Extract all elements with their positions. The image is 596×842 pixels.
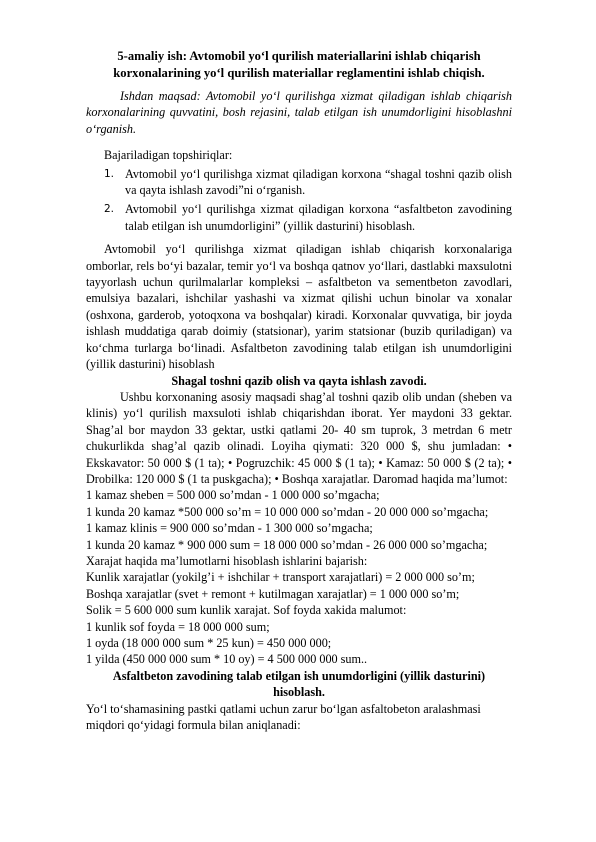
calc-line: 1 yilda (450 000 000 sum * 10 oy) = 4 500 000 000 sum.. bbox=[86, 652, 368, 667]
calc-lines bbox=[86, 487, 512, 667]
calc-line: 1 kunlik sof foyda = 18 000 000 sum; bbox=[86, 619, 270, 634]
calc-line: Xarajat haqida ma’lumotlarni hisoblash ishlarini bajarish: bbox=[86, 553, 368, 568]
task-number: 1. bbox=[104, 167, 115, 180]
aim-paragraph: Ishdan maqsad: Avtomobil yo‘l qurilishga xizmat qiladigan ishlab chiqarish korxonalarining quvvatini, bosh rejasini, talab etilgan ish unumdorligini hisoblashni o‘rganish. bbox=[86, 89, 512, 136]
calc-line: 1 kamaz klinis = 900 000 so’mdan - 1 300 000 so’mgacha; bbox=[86, 521, 373, 536]
calc-line: Boshqa xarajatlar (svet + remont + kutilmagan xarajatlar) = 1 000 000 so’m; bbox=[86, 586, 460, 601]
task-item bbox=[86, 201, 512, 234]
intro-paragraph: Avtomobil yo‘l qurilishga xizmat qiladigan ishlab chiqarish korxonalariga omborlar, rels bo‘yi bazalar, temir yo‘l va boshqa qatnov yo‘llari, dastlabki maxsulotni tayyorlash uchun qurilmalarlar kompleksi – asfaltbeton va sementbeton zavodlari, emulsiya bazalari, ishchilar yashashi va xizmat qilishi uchun binolar va xonalar (oshxona, garderob, yotoqxona va boshqalar) kiradi. Korxonalar quvvatiga, bir joyda ishlash muddatiga qarab doimiy (statsionar), yarim statsionar (buzib quriladigan) va ko‘chma turlarga bo‘linadi. Asfaltbeton zavodining talab etilgan ish unumdorligini (yillik dasturini) hisoblash bbox=[86, 242, 512, 372]
calc-line: 1 kunda 20 kamaz * 900 000 sum = 18 000 000 so’mdan - 26 000 000 so’mgacha; bbox=[86, 537, 488, 552]
calc-line: 1 oyda (18 000 000 sum * 25 kun) = 450 000 000; bbox=[86, 636, 332, 650]
task-item bbox=[86, 166, 512, 199]
title-line-2: korxonalarining yo‘l qurilish materiallar reglamentini ishlab chiqish. bbox=[113, 66, 485, 80]
document-page bbox=[86, 48, 512, 733]
calc-line: Kunlik xarajatlar (yokilg’i + ishchilar + transport xarajatlari) = 2 000 000 so’m; bbox=[86, 570, 475, 585]
task-text: Avtomobil yo‘l qurilishga xizmat qiladigan korxona “shagal toshni qazib olish va qayta ishlash zavodi”ni o‘rganish. bbox=[125, 166, 512, 198]
calc-line: 1 kamaz sheben = 500 000 so’mdan - 1 000 000 so’mgacha; bbox=[86, 488, 380, 503]
calc-line: Solik = 5 600 000 sum kunlik xarajat. Sof foyda xakida malumot: bbox=[86, 603, 407, 618]
task-text: Avtomobil yo‘l qurilishga xizmat qiladigan korxona “asfaltbeton zavodining talab etilgan ish unumdorligini” (yillik dasturini) hisoblash. bbox=[125, 202, 512, 233]
tasks-heading: Bajariladigan topshiriqlar: bbox=[104, 148, 233, 163]
section-paragraph-gravel: Ushbu korxonaning asosiy maqsadi shag’al toshni qazib olib undan (sheben va klinis) yo‘l qurilish maxsuloti ishlab chiqarishdan iborat. Yer maydoni 33 gektar. Shag’al bor maydon 33 gektar, ustki qatlami 20- 40 sm tuprok, 3 metrdan 6 metr chukurlikda shag’al qazib olinadi. Loyiha qiymati: 320 000 $, shu jumladan: • Ekskavator: 50 000 $ (1 ta); • Pogruzchik: 45 000 $ (1 ta); • Kamaz: 50 000 $ (2 ta); • Drobilka: 120 000 $ (1 ta puskgacha); • Boshqa xarajatlar. Daromad haqida ma’lumot: bbox=[86, 389, 512, 486]
title-line-1: 5-amaliy ish: Avtomobil yo‘l qurilish materiallarini ishlab chiqarish bbox=[117, 49, 481, 63]
task-number: 2. bbox=[104, 203, 115, 216]
section-heading-gravel: Shagal toshni qazib olish va qayta ishlash zavodi. bbox=[171, 373, 427, 388]
section-heading-asphalt: Asfaltbeton zavodining talab etilgan ish unumdorligini (yillik dasturini) hisoblash. bbox=[112, 668, 486, 700]
calc-line: 1 kunda 20 kamaz *500 000 so’m = 10 000 000 so’mdan - 20 000 000 so’mgacha; bbox=[86, 504, 489, 519]
tasks-list bbox=[86, 166, 512, 235]
section-paragraph-asphalt: Yo‘l to‘shamasining pastki qatlami uchun zarur bo‘lgan asfaltobeton aralashmasi miqdori qo‘yidagi formula bilan aniqlanadi: bbox=[86, 701, 481, 733]
